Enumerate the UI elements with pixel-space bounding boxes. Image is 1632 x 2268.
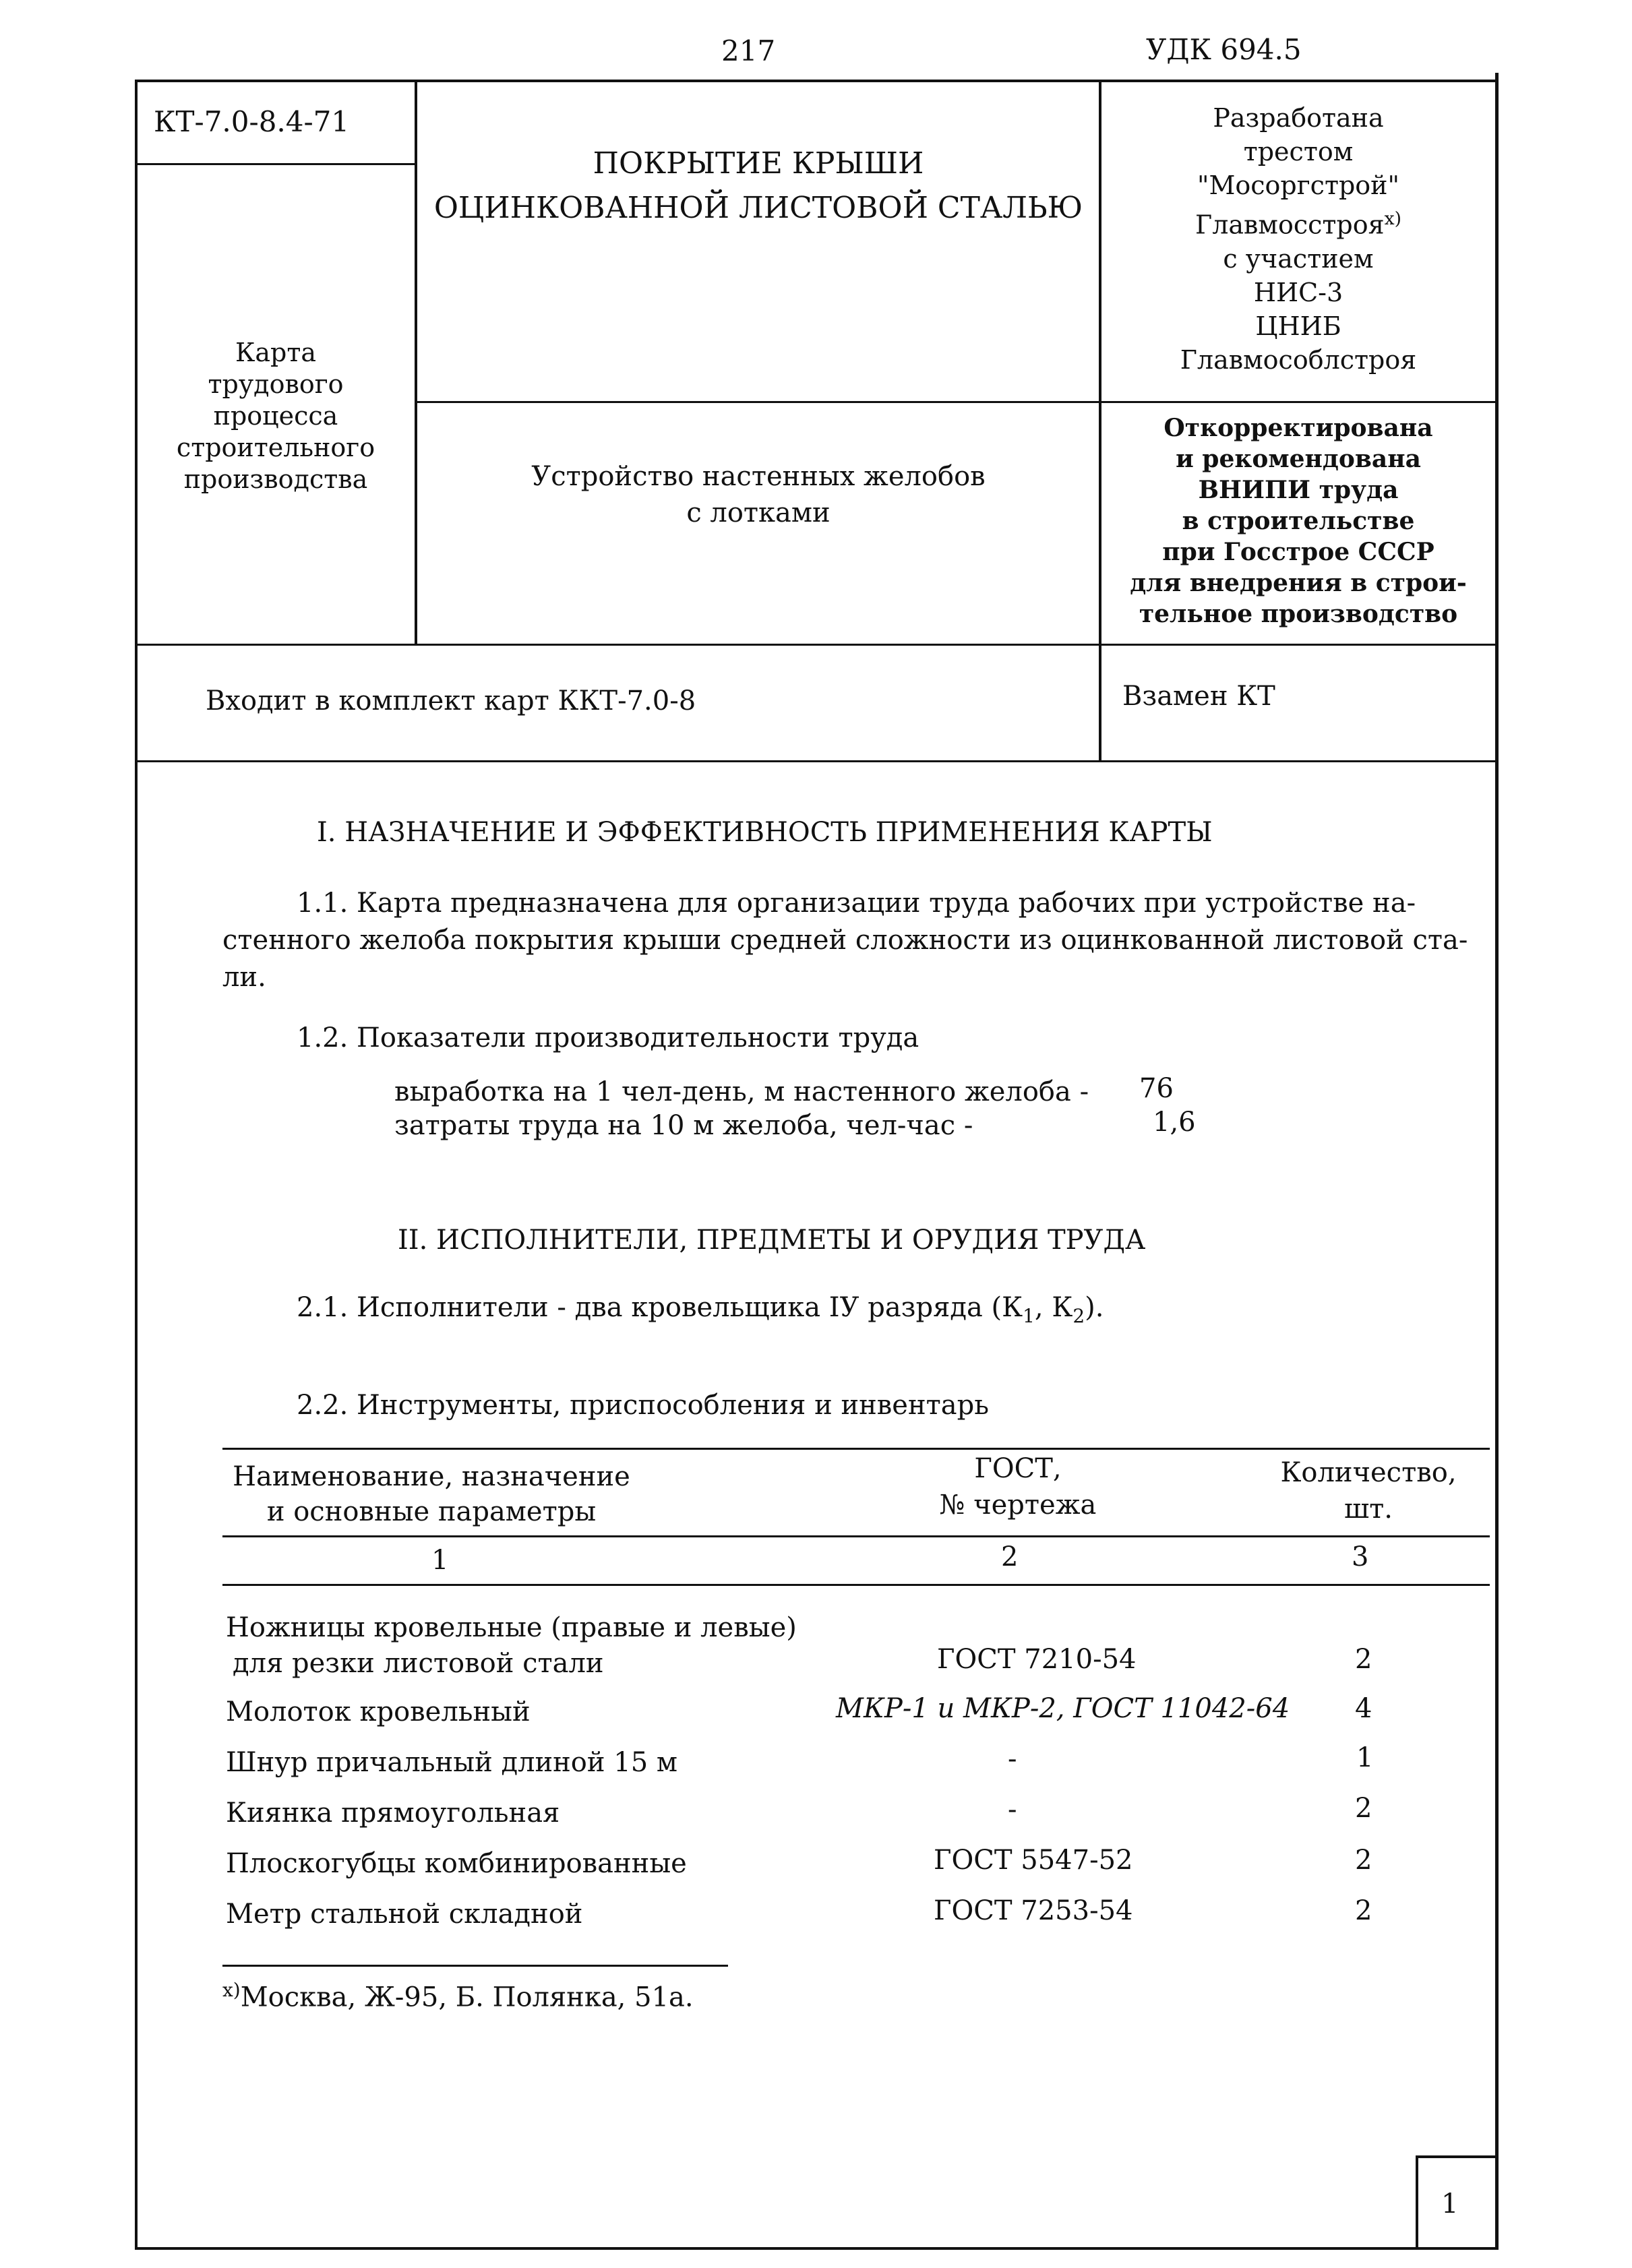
section-2-paragraph-1: 2.1. Исполнители - два кровельщика IУ разряда ($К_1$, $К_2$). <box>297 1292 1104 1327</box>
sheet-number: 1 <box>1441 2188 1459 2219</box>
developed-line: "Мосоргстрой" <box>1197 171 1399 200</box>
title-line-1: ПОКРЫТИЕ КРЫШИ <box>593 146 924 181</box>
developed-line: Главмособлстроя <box>1180 344 1417 375</box>
row-name: Плоскогубцы комбинированные <box>226 1848 687 1879</box>
footnote: $^{x)}$Москва, Ж-95, Б. Полянка, 51а. <box>222 1979 694 2013</box>
row-gost: ГОСТ 5547-52 <box>934 1845 1133 1876</box>
card-type-line: производства <box>183 464 368 494</box>
row-qty: 2 <box>1355 1793 1372 1824</box>
row-gost: ГОСТ 7253-54 <box>934 1895 1133 1926</box>
card-type-line: строительного <box>176 433 375 462</box>
footnote-mark: x) <box>1384 208 1401 229</box>
row-name: Молоток кровельный <box>226 1696 531 1727</box>
table-header-gost: ГОСТ, № чертежа <box>939 1453 1097 1521</box>
row-gost: ГОСТ 7210-54 <box>937 1644 1137 1675</box>
card-type-line: процесса <box>213 401 338 431</box>
row-name: Киянка прямоугольная <box>226 1798 560 1829</box>
row-qty: 4 <box>1355 1693 1372 1724</box>
developed-by <box>1101 101 1495 377</box>
row-qty: 2 <box>1355 1845 1372 1876</box>
section-1-paragraph-1-end: ли. <box>222 962 266 993</box>
corrected-line: для внедрения в строи- <box>1130 569 1467 597</box>
card-type <box>138 337 414 495</box>
set-info: Входит в комплект карт ККТ-7.0-8 <box>206 685 696 716</box>
developed-line: Главмосстроя$^{x)}$ <box>1195 208 1401 240</box>
indicator-labor-label: затраты труда на 10 м желоба, чел-час - <box>394 1110 973 1141</box>
subtitle-line-1: Устройство настенных желобов <box>531 461 986 492</box>
corrected-line: и рекомендована <box>1176 445 1421 473</box>
row-gost: - <box>1008 1794 1017 1825</box>
row-gost: МКР-1 и МКР-2, ГОСТ 11042-64 <box>836 1693 1290 1724</box>
corrected-by <box>1101 412 1495 630</box>
section-2-paragraph-2: 2.2. Инструменты, приспособления и инвентарь <box>297 1390 989 1421</box>
section-1-paragraph-1: 1.1. Карта предназначена для организации труда рабочих при устройстве на- <box>297 888 1416 919</box>
developed-line: ЦНИБ <box>1255 311 1341 341</box>
developed-line: НИС-3 <box>1253 277 1343 307</box>
corrected-line: Откорректирована <box>1163 414 1433 442</box>
card-code: КТ-7.0-8.4-71 <box>154 105 350 138</box>
card-type-line: трудового <box>208 369 344 399</box>
indicator-labor-value: 1,6 <box>1153 1107 1196 1138</box>
row-gost: - <box>1008 1744 1017 1775</box>
table-header-name: Наименование, назначение и основные параметры <box>233 1461 630 1527</box>
page-number: 217 <box>721 34 776 67</box>
indicator-output-label: выработка на 1 чел-день, м настенного желоба - <box>394 1076 1089 1107</box>
section-2-title: II. ИСПОЛНИТЕЛИ, ПРЕДМЕТЫ И ОРУДИЯ ТРУДА <box>398 1225 1146 1256</box>
section-1-title: I. НАЗНАЧЕНИЕ И ЭФФЕКТИВНОСТЬ ПРИМЕНЕНИЯ КАРТЫ <box>317 817 1213 848</box>
row-qty: 2 <box>1355 1895 1372 1926</box>
corrected-line: в строительстве <box>1182 507 1415 535</box>
row-qty: 2 <box>1355 1644 1372 1675</box>
document-title <box>418 142 1099 231</box>
card-type-line: Карта <box>235 338 317 367</box>
developed-line: с участием <box>1223 243 1374 274</box>
row-name: Шнур причальный длиной 15 м <box>226 1747 677 1778</box>
corrected-line: при Госстрое СССР <box>1162 538 1434 566</box>
footnote-divider <box>222 1965 728 1967</box>
table-column-number: 3 <box>1352 1541 1369 1572</box>
row-name: Ножницы кровельные (правые и левые) <box>226 1612 797 1643</box>
corrected-line: ВНИПИ труда <box>1198 476 1399 504</box>
table-column-number: 2 <box>1001 1541 1019 1572</box>
footnote-mark: x) <box>222 1979 241 2001</box>
title-line-2: ОЦИНКОВАННОЙ ЛИСТОВОЙ СТАЛЬЮ <box>433 191 1083 225</box>
udk-code: УДК 694.5 <box>1146 33 1302 66</box>
row-name-cont: для резки листовой стали <box>233 1648 604 1679</box>
document-subtitle <box>418 458 1099 531</box>
replaces-info: Взамен КТ <box>1122 681 1275 712</box>
section-1-paragraph-1-cont: стенного желоба покрытия крыши средней сложности из оцинкованной листовой ста- <box>222 925 1468 956</box>
subtitle-line-2: с лотками <box>686 497 830 528</box>
table-header-quantity: Количество, шт. <box>1280 1457 1457 1525</box>
developed-line: Разработана <box>1213 103 1384 133</box>
row-qty: 1 <box>1356 1742 1374 1773</box>
row-name: Метр стальной складной <box>226 1899 583 1930</box>
corrected-line: тельное производство <box>1139 600 1458 628</box>
table-column-number: 1 <box>431 1545 449 1576</box>
indicator-output-value: 76 <box>1139 1073 1174 1104</box>
developed-line: трестом <box>1243 137 1354 166</box>
section-1-paragraph-2: 1.2. Показатели производительности труда <box>297 1022 919 1053</box>
